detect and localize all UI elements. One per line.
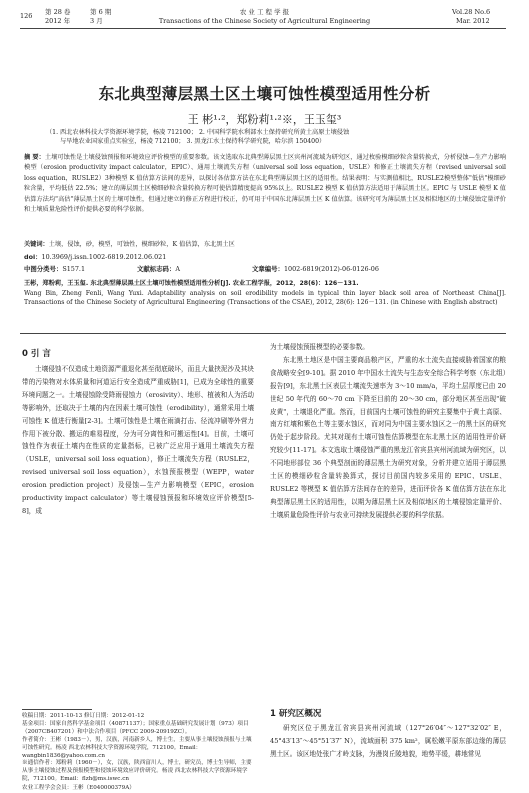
abstract [24,153,506,215]
right-column-para-1: 为土壤侵蚀预报模型的必要参数。 [270,343,369,351]
footnote-fund: 基金项目：国家自然科学基金项目（40871137）；国家重点基础研究发展计划（973）项目（2007CB407201）和中法合作项目（PFCC 2009-20919ZC）。 [22,721,249,736]
right-column-text [270,341,506,703]
abstract-text: 土壤可蚀性是土壤侵蚀预报和环境效应评价模型的重要参数。该文选取东北典型薄层黑土区宾州河流域为研究区，通过枚验模细砂粒含量转换式，分析侵蚀—生产力影响模型（erosion productivity impact calculator，EPIC）、通用土壤流失方程（universal soil loss equation，USLE）和修正土壤流失方程（revised universal soil loss equation，RUSLE2）3种模型 K 值估算方法间的差异，以探讨各估算方法在东北典型薄层黑土区的适用性。结果表明：与实测值相比，RUSLE2模型整体"低估"模细砂粒含量，平均低估 22.5%；建立的薄层黑土区模细砂粒含量转换方程可使估算精度提高 95%以上。RUSLE2 模型 K 值估算方法适用于薄层黑土区。EPIC 与 USLE 模型 K 值估算方法均"高估"薄层黑土区的土壤可蚀性，但通过建立的修正方程进行校正，仍可用于中国东北薄层黑土区 K 值估算。该研究可为薄层黑土区及相似地区的土壤侵蚀定量评价和土壤质量危险性评价提供必要的科学依据。 [24,154,507,214]
footnote-rule [22,709,92,710]
footnote-corresponding: ※通信作者：郑粉莉（1960－），女，汉族，陕西富川人，博士，研究员，博士生导师，主要从事土壤侵蚀过程及预报模型和侵蚀环境效应评价研究。杨凌 西北农林科技大学资源环境学院，712100。Email：flzh@ms.iswc.cn [22,760,252,782]
document-code-label: 文献标志码： [137,265,176,273]
date-en: Mar. 2012 [456,17,490,25]
study-area-paragraph [270,722,506,768]
year-cn: 2012 年 [45,17,71,25]
article-title: 东北典型薄层黑土区土壤可蚀性模型适用性分析 [98,85,431,103]
affiliation-line-2: 与旱地农业国家重点实验室，杨凌 712100； 3. 黑龙江水土保持科学研究院，哈尔滨 150400） [60,138,326,145]
clc-label: 中图分类号： [24,265,63,273]
issue-cn: 第 6 期 [90,8,112,16]
footnote-member: 农业工程学会会员：王彬（E040000379A） [22,784,135,791]
page-number: 126 [20,12,33,20]
doi [24,252,166,261]
abstract-label: 摘 要： [24,154,45,161]
keywords-text: 土壤，侵蚀，砂，模型，可蚀性，模细砂粒，K 值估算，东北黑土区 [48,241,235,248]
footnotes [22,712,254,791]
header-rule [20,28,506,29]
section-heading-intro: 0 引 言 [22,349,51,359]
intro-paragraph [22,363,254,703]
section-heading-study-area: 1 研究区概况 [270,709,322,719]
journal-title-cn: 农 业 工 程 学 报 [239,8,290,16]
article-number-value: 1002-6819(2012)-06-0126-06 [283,265,379,273]
footnote-received: 收稿日期：2011-10-13 修订日期：2012-01-12 [22,713,145,719]
intro-text: 土壤侵蚀不仅造成土地资源严重退化甚至彻底破坏，而且大量挟泥沙及其块带的污染物对水体质量和河道运行安全造成严重威胁[1]，已成为全球性的重要环境问题之一。土壤侵蚀除受降雨侵蚀力（erosivity）、地形、植被和人为活动等影响外，还取决于土壤的内在因素土壤可蚀性（erodibility），通常采用土壤可蚀性 K 值进行衡量[2-3]。土壤可蚀性是土壤在雨滴打击、径流冲刷等外营力作用下被分散、搬运的难易程度，分为可分离性和可搬运性[4]。目前，土壤可蚀性作为表征土壤内在性质的定量指标，已被广泛应用于通用土壤流失方程（USLE，universal soil loss equation），修正土壤流失方程（RUSLE2，revised universal soil loss equation），水蚀预报模型（WEPP，water erosion prediction project）及侵蚀—生产力影响模型（EPIC，erosion productivity impact calculator）等土壤侵蚀预报和环境效应评价模型[5-8]，成 [22,365,254,515]
article-number-label: 文章编号： [252,265,284,273]
article-number [252,264,379,273]
citation-en: Wang Bin, Zheng Fenli, Wang Yuxi. Adaptability analysis on soil erodibility models in typical thin layer black soil area of Northeast China[J]. Transactions of the Chinese Society of Agricultural Engineering (Transactions of the CSAE), 2012, 28(6): 126－131. (in Chinese with English abstract) [24,289,506,307]
volume-en: Vol.28 No.6 [452,8,491,16]
citation-rule [20,333,506,334]
clc-number [24,264,85,273]
citation-cn: 王彬，郑粉莉，王玉玺. 东北典型薄层黑土区土壤可蚀性模型适用性分析[J]. 农业工程学报，2012，28(6)：126－131. [24,280,359,287]
document-code-value: A [175,265,180,273]
right-column-para-2: 东北黑土地区是中国主要商品粮产区，严重的水土流失直接威胁着国家的粮食战略安全[9-10]。据 2010 年中国水土流失与生态安全综合科学考察（东北组）报告[9]，东北黑土区表层土壤流失速率为 3～10 mm/a，平均土层厚度已由 20 世纪 50 年代的 60～70 cm 下降至目前的 20～30 cm，部分地区甚至出现"破皮黄"，土壤退化严重。然而，目前国内土壤可蚀性的研究主要集中于黄土高原、南方红壤和紫色土等主要水蚀区，而对同为中国主要水蚀区之一的黑土区的研究仍处于起步阶段。尤其对现有土壤可蚀性估算模型在东北黑土区的适用性评价研究较少[11-17]。本文选取土壤侵蚀严重的黑龙江省宾县宾州河流域为研究区，以不同地形部位 36 个典型剖面的薄层黑土为研究对象，分析并建立适用于薄层黑土区的模细砂粒含量转换算式，探讨目前国内较多采用的 EPIC、USLE、RUSLE2 等模型 K 值估算方法间存在的差异，进而评价各 K 值估算方法在东北典型薄层黑土区的适用性，以期为薄层黑土区及相似地区的土壤侵蚀定量评价、土壤质量危险性评价与农业可持续发展提供必要的科学依据。 [270,355,506,519]
doi-value: 10.3969/j.issn.1002-6819.2012.06.021 [41,253,167,261]
month-cn: 3 月 [90,17,103,25]
study-area-text: 研究区位于黑龙江省宾县宾州河流域（127°26′04″～127°32′02″ E，45°43′13″～45°51′37″ N），流域面积 375 km²，属松嫩平原东部边缘的薄层黑土区。该区地处张广才岭支脉，为漫岗丘陵地貌，地势平缓，耕地常见 [270,724,506,758]
volume-cn: 第 28 卷 [45,8,71,16]
affiliation-line-1: （1. 西北农林科技大学资源环境学院，杨凌 712100； 2. 中国科学院水利部水土保持研究所黄土高原土壤侵蚀 [46,129,350,136]
keywords [24,240,506,250]
journal-title-en: Transactions of the Chinese Society of Agricultural Engineering [158,17,371,25]
article-authors: 王 彬¹·²，郑粉莉¹·²※，王玉玺³ [187,113,342,126]
keywords-label: 关键词： [24,241,49,248]
citation [24,279,506,308]
document-code [137,264,180,273]
doi-label: doi： [24,253,42,261]
clc-value: S157.1 [62,265,86,273]
footnote-author: 作者简介：王彬（1983－），男，汉族，河南新乡人，博士生，主要从事土壤侵蚀预报与土壤可蚀性研究。杨凌 西北农林科技大学资源环境学院，712100。Email：wangbin1836@yahoo.com.cn [22,737,252,759]
